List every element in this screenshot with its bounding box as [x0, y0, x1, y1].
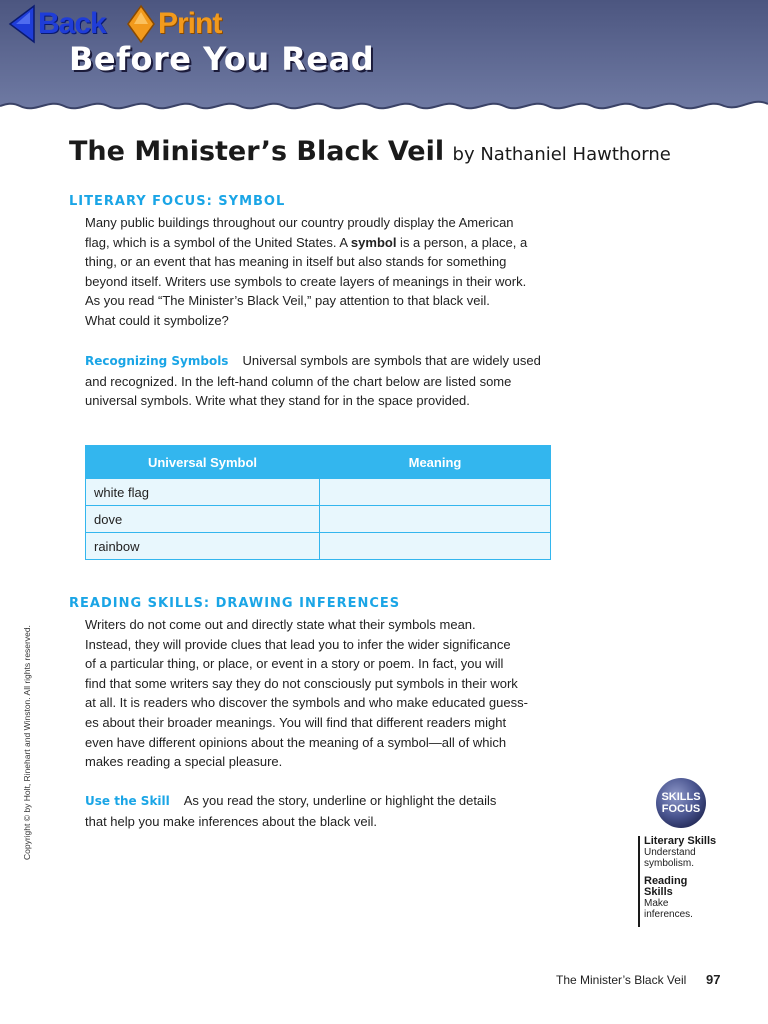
text-line: flag, which is a symbol of the United States. A symbol is a person, a place, a: [85, 234, 528, 250]
table-row: [86, 533, 551, 560]
text-line: Many public buildings throughout our country proudly display the American: [85, 215, 514, 230]
symbol-term: symbol: [350, 234, 397, 250]
text-line: find that some writers say they do not consciously put symbols in their work: [85, 675, 518, 691]
copyright-notice: Copyright © by Holt, Rinehart and Winston. All rights reserved.: [22, 625, 32, 860]
title-line: [69, 136, 671, 167]
text-line: makes reading a special pleasure.: [85, 754, 283, 770]
reading-skills-side-heading: Reading: [644, 875, 688, 887]
skills-focus-badge: [655, 777, 707, 829]
meaning-cell[interactable]: [320, 506, 551, 533]
use-the-skill-paragraph: [85, 791, 550, 831]
text-line: Writers do not come out and directly state what their symbols mean.: [85, 617, 476, 632]
text-line: of a particular thing, or place, or event in a story or poem. In fact, you will: [85, 656, 504, 672]
text-line: beyond itself. Writers use symbols to create layers of meanings in their work.: [85, 273, 527, 289]
print-button[interactable]: [126, 4, 221, 44]
story-author: by Nathaniel Hawthorne: [452, 144, 671, 165]
reading-skills-line: Make: [644, 898, 669, 909]
text-line: What could it symbolize?: [85, 312, 229, 328]
left-arrow-icon: [8, 4, 36, 44]
symbol-cell: dove: [86, 506, 320, 533]
literary-skills-heading: Literary Skills: [644, 835, 717, 847]
column-header-meaning: Meaning: [320, 446, 551, 479]
text-line: even have different opinions about the meaning of a symbol—all of which: [85, 734, 507, 750]
back-label: Back: [38, 7, 106, 40]
meaning-cell[interactable]: [320, 533, 551, 560]
column-header-symbol: Universal Symbol: [86, 446, 320, 479]
page-number: 97: [706, 972, 721, 987]
text-line: that help you make inferences about the black veil.: [85, 813, 377, 829]
meaning-cell[interactable]: [320, 479, 551, 506]
symbol-cell: white flag: [86, 479, 320, 506]
literary-focus-heading: LITERARY FOCUS: SYMBOL: [69, 194, 286, 209]
use-the-skill-label: Use the Skill: [85, 794, 170, 808]
text-line: Use the Skill As you read the story, underline or highlight the details: [85, 793, 497, 808]
skills-focus-box: [638, 836, 730, 927]
symbol-cell: rainbow: [86, 533, 320, 560]
reading-skills-line: inferences.: [644, 909, 693, 920]
badge-line: FOCUS: [661, 803, 701, 815]
recognizing-symbols-paragraph: [85, 351, 550, 411]
back-button[interactable]: [8, 4, 106, 44]
universal-symbol-chart: [85, 445, 551, 560]
text-line: universal symbols. Write what they stand for in the space provided.: [85, 393, 470, 409]
story-title: The Minister’s Black Veil: [69, 136, 445, 167]
reading-skills-heading: READING SKILLS: DRAWING INFERENCES: [69, 596, 401, 611]
table-row: [86, 479, 551, 506]
text-line: and recognized. In the left-hand column of the chart below are listed some: [85, 373, 512, 389]
recognizing-symbols-label: Recognizing Symbols: [85, 354, 229, 368]
literary-focus-paragraph: [85, 213, 550, 331]
reading-skills-side-heading: Skills: [644, 886, 673, 898]
diamond-icon: [126, 4, 156, 44]
reading-skills-paragraph: [85, 615, 550, 772]
text-line: Instead, they will provide clues that lead you to infer the wider significance: [85, 636, 511, 652]
literary-skills-line: symbolism.: [644, 858, 695, 869]
table-row: [86, 506, 551, 533]
text-line: Recognizing Symbols Universal symbols are symbols that are widely used: [85, 353, 541, 368]
section-heading: Before You Read: [69, 40, 375, 78]
text-line: es about their broader meanings. You will find that different readers might: [85, 714, 507, 730]
table-header-row: [86, 446, 551, 479]
literary-skills-line: Understand: [644, 847, 696, 858]
text-line: thing, or an event that has meaning in itself but also stands for something: [85, 254, 507, 270]
print-label: Print: [158, 7, 222, 40]
text-line: As you read “The Minister’s Black Veil,” pay attention to that black veil.: [85, 293, 490, 309]
badge-line: SKILLS: [661, 791, 701, 803]
footer-title: The Minister’s Black Veil: [556, 973, 687, 987]
text-line: at all. It is readers who discover the symbols and who make educated guess-: [85, 695, 528, 711]
